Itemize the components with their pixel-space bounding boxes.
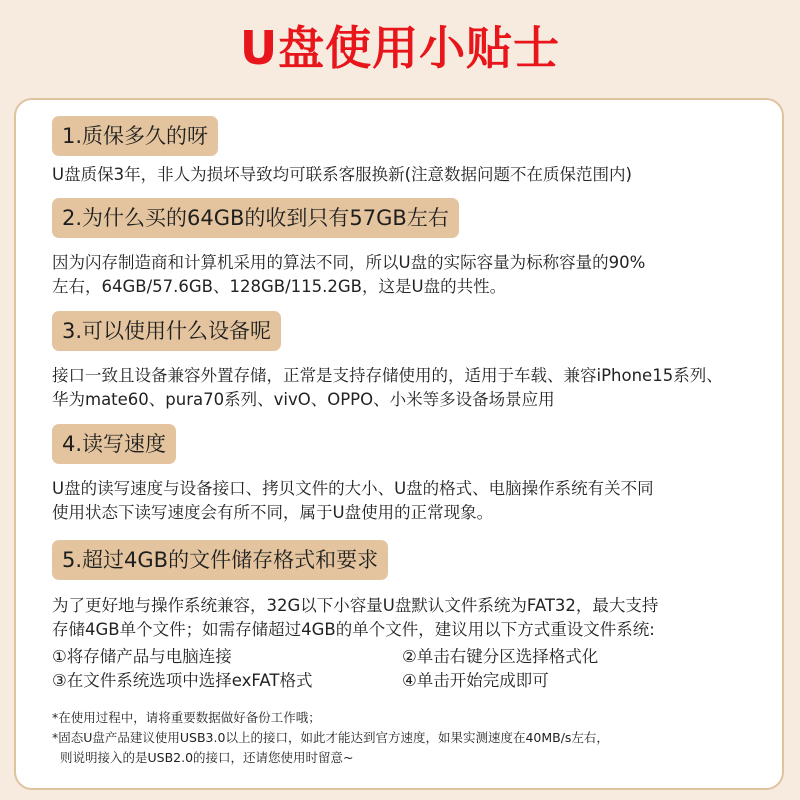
section-5-heading: 5.超过4GB的文件储存格式和要求 (52, 540, 388, 580)
section-2-line-2: 左右，64GB/57.6GB、128GB/115.2GB，这是U盘的共性。 (52, 277, 507, 296)
section-1-heading: 1.质保多久的呀 (52, 116, 218, 156)
step-2: ②单击右键分区选择格式化 (402, 647, 599, 666)
section-3-line-1: 接口一致且设备兼容外置存储，正常是支持存储使用的，适用于车载、兼容iPhone15系列、 (52, 366, 723, 385)
section-2-line-1: 因为闪存制造商和计算机采用的算法不同，所以U盘的实际容量为标称容量的90% (52, 253, 646, 272)
section-3-heading: 3.可以使用什么设备呢 (52, 311, 281, 351)
section-3-text (52, 364, 777, 412)
section-4-line-1: U盘的读写速度与设备接口、拷贝文件的大小、U盘的格式、电脑操作系统有关不同 (52, 479, 654, 498)
section-1-line-1: U盘质保3年，非人为损坏导致均可联系客服换新(注意数据问题不在质保范围内) (52, 165, 632, 184)
section-4-text (52, 477, 777, 525)
footnote-1: *在使用过程中，请将重要数据做好备份工作哦； (52, 710, 321, 725)
step-1: ①将存储产品与电脑连接 (52, 647, 232, 666)
page-title: U盘使用小贴士 (239, 21, 561, 75)
section-5-text (52, 594, 777, 642)
section-1-text (52, 163, 777, 187)
footnote-3: 则说明接入的是USB2.0的接口，还请您使用时留意~ (60, 750, 354, 765)
section-4-heading: 4.读写速度 (52, 424, 176, 464)
section-4-line-2: 使用状态下读写速度会有所不同，属于U盘使用的正常现象。 (52, 503, 494, 522)
section-5-line-1: 为了更好地与操作系统兼容，32G以下小容量U盘默认文件系统为FAT32，最大支持 (52, 596, 659, 615)
steps-row-1 (52, 645, 752, 669)
section-2-text (52, 251, 777, 299)
step-4: ④单击开始完成即可 (402, 671, 549, 690)
footnote-2: *固态U盘产品建议使用USB3.0以上的接口，如此才能达到官方速度，如果实测速度在40MB/s左右， (52, 730, 609, 745)
section-3-line-2: 华为mate60、pura70系列、vivO、OPPO、小米等多设备场景应用 (52, 390, 555, 409)
section-5-line-2: 存储4GB单个文件；如需存储超过4GB的单个文件，建议用以下方式重设文件系统: (52, 620, 655, 639)
steps-row-2 (52, 669, 752, 693)
format-steps (52, 645, 752, 693)
section-2-heading: 2.为什么买的64GB的收到只有57GB左右 (52, 198, 459, 238)
step-3: ③在文件系统选项中选择exFAT格式 (52, 671, 313, 690)
footnotes (52, 708, 777, 768)
